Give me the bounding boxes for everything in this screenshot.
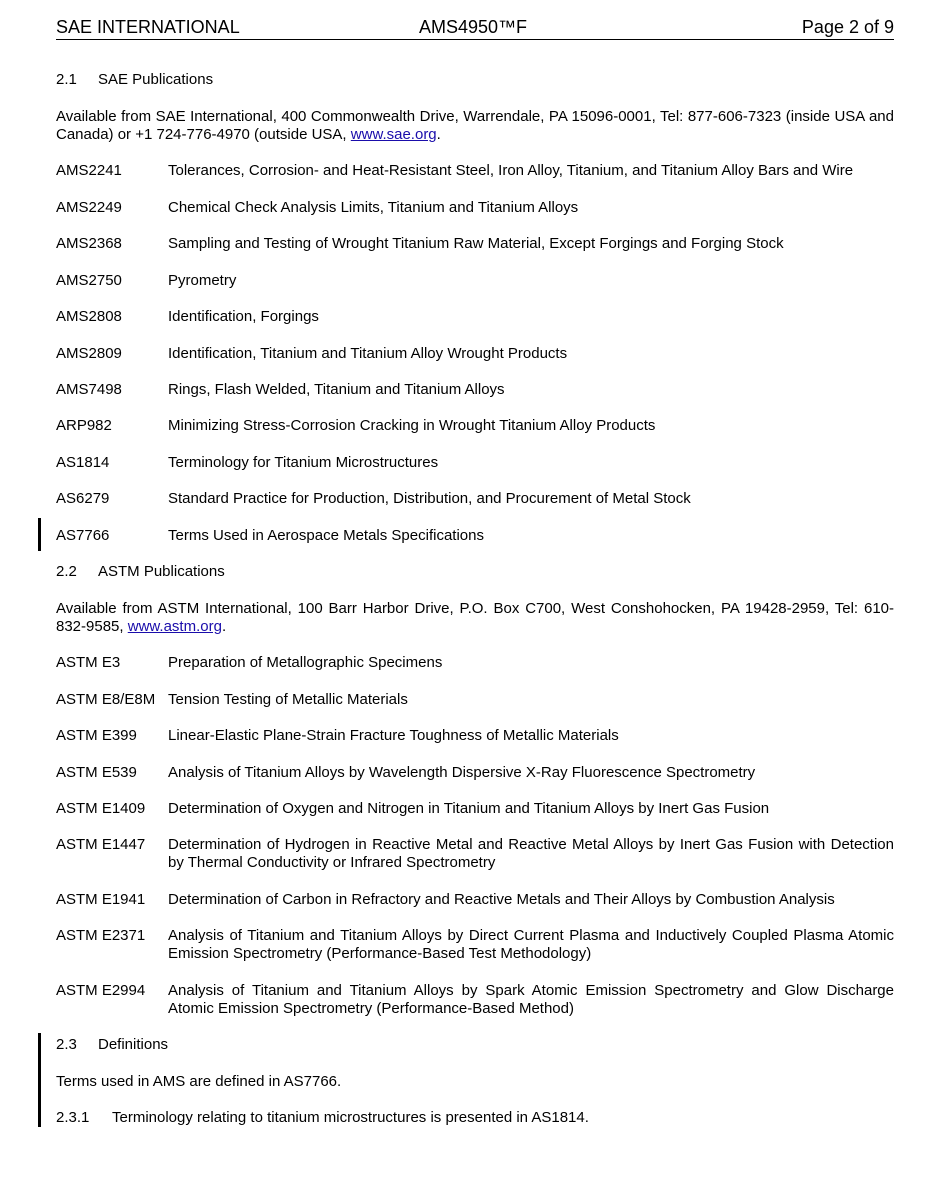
reference-title: Determination of Hydrogen in Reactive Metal and Reactive Metal Alloys by Inert Gas Fusion with Detection by Thermal Conductivity or Infrared Spectrometry <box>168 836 894 871</box>
reference-title: Sampling and Testing of Wrought Titanium Raw Material, Except Forgings and Forging Stock <box>168 235 784 252</box>
reference-code: AMS2808 <box>56 308 122 325</box>
reference-code: AMS2241 <box>56 162 122 179</box>
definitions-paragraph <box>56 1073 894 1091</box>
reference-title: Terminology for Titanium Microstructures <box>168 454 439 471</box>
header-doc-number: AMS4950™F <box>419 17 528 37</box>
reference-code: AMS2249 <box>56 199 122 216</box>
definitions-text: Terms used in AMS are defined in AS7766. <box>56 1073 342 1090</box>
reference-title: Preparation of Metallographic Specimens <box>168 654 443 671</box>
section-number: 2.3 <box>56 1036 77 1053</box>
section-title: SAE Publications <box>98 71 214 88</box>
reference-code: ASTM E1409 <box>56 800 146 817</box>
reference-code: ASTM E8/E8M <box>56 691 156 708</box>
reference-code: AMS7498 <box>56 381 122 398</box>
reference-code: AMS2750 <box>56 272 122 289</box>
section-title: Definitions <box>98 1036 169 1053</box>
reference-title: Analysis of Titanium and Titanium Alloys by Spark Atomic Emission Spectrometry and Glow Discharge Atomic Emission Spectrometry (Performance-Based Method) <box>168 982 894 1017</box>
subsection-number: 2.3.1 <box>56 1109 90 1126</box>
page-header <box>56 15 894 40</box>
reference-title: Minimizing Stress-Corrosion Cracking in Wrought Titanium Alloy Products <box>168 417 656 434</box>
revision-change-bar <box>38 1033 41 1127</box>
reference-code: ASTM E2371 <box>56 927 146 944</box>
reference-title: Pyrometry <box>168 272 237 289</box>
subsection-text: Terminology relating to titanium microstructures is presented in AS1814. <box>112 1109 589 1126</box>
reference-title: Tension Testing of Metallic Materials <box>168 691 408 708</box>
reference-code: ASTM E399 <box>56 727 137 744</box>
reference-title: Analysis of Titanium and Titanium Alloys by Direct Current Plasma and Inductively Coupled Plasma Atomic Emission Spectrometry (Performance-Based Test Methodology) <box>168 927 894 962</box>
reference-code: ASTM E1447 <box>56 836 146 853</box>
reference-code: ASTM E1941 <box>56 891 146 908</box>
section-number: 2.1 <box>56 71 77 88</box>
reference-title: Terms Used in Aerospace Metals Specifications <box>168 527 484 544</box>
astm-availability-paragraph <box>56 600 894 636</box>
reference-title: Determination of Carbon in Refractory and Reactive Metals and Their Alloys by Combustion Analysis <box>168 891 835 908</box>
reference-code: AS6279 <box>56 490 110 507</box>
reference-code: ARP982 <box>56 417 112 434</box>
astm-website-link[interactable]: www.astm.org <box>127 618 222 635</box>
sae-availability-text: Available from SAE International, 400 Commonwealth Drive, Warrendale, PA 15096-0001, Tel: 877-606-7323 (inside USA and Canada) or +1 724-776-4970 (outside USA, <box>56 108 894 143</box>
reference-code: ASTM E539 <box>56 764 137 781</box>
reference-code: AS7766 <box>56 527 110 544</box>
section-title: ASTM Publications <box>98 563 225 580</box>
reference-title: Identification, Titanium and Titanium Alloy Wrought Products <box>168 345 568 362</box>
header-org: SAE INTERNATIONAL <box>56 17 240 37</box>
reference-title: Linear-Elastic Plane-Strain Fracture Toughness of Metallic Materials <box>168 727 619 744</box>
revision-change-bar <box>38 518 41 551</box>
reference-title: Identification, Forgings <box>168 308 319 325</box>
reference-code: ASTM E2994 <box>56 982 146 999</box>
reference-code: AS1814 <box>56 454 110 471</box>
reference-title: Determination of Oxygen and Nitrogen in Titanium and Titanium Alloys by Inert Gas Fusion <box>168 800 770 817</box>
header-page-number: Page 2 of 9 <box>801 17 894 37</box>
astm-availability-end: . <box>221 618 227 635</box>
section-number: 2.2 <box>56 563 77 580</box>
reference-title: Chemical Check Analysis Limits, Titanium and Titanium Alloys <box>168 199 579 216</box>
astm-availability-text: Available from ASTM International, 100 Barr Harbor Drive, P.O. Box C700, West Conshohocken, PA 19428-2959, Tel: 610-832-9585, <box>56 600 894 635</box>
reference-title: Analysis of Titanium Alloys by Wavelength Dispersive X-Ray Fluorescence Spectrometry <box>168 764 756 781</box>
sae-availability-paragraph <box>56 108 894 144</box>
reference-code: ASTM E3 <box>56 654 121 671</box>
reference-code: AMS2809 <box>56 345 122 362</box>
sae-website-link[interactable]: www.sae.org <box>350 126 437 143</box>
sae-availability-end: . <box>436 126 441 143</box>
reference-title: Tolerances, Corrosion- and Heat-Resistant Steel, Iron Alloy, Titanium, and Titanium Alloy Bars and Wire <box>168 162 854 179</box>
reference-title: Standard Practice for Production, Distribution, and Procurement of Metal Stock <box>168 490 691 507</box>
reference-title: Rings, Flash Welded, Titanium and Titanium Alloys <box>168 381 505 398</box>
reference-code: AMS2368 <box>56 235 122 252</box>
